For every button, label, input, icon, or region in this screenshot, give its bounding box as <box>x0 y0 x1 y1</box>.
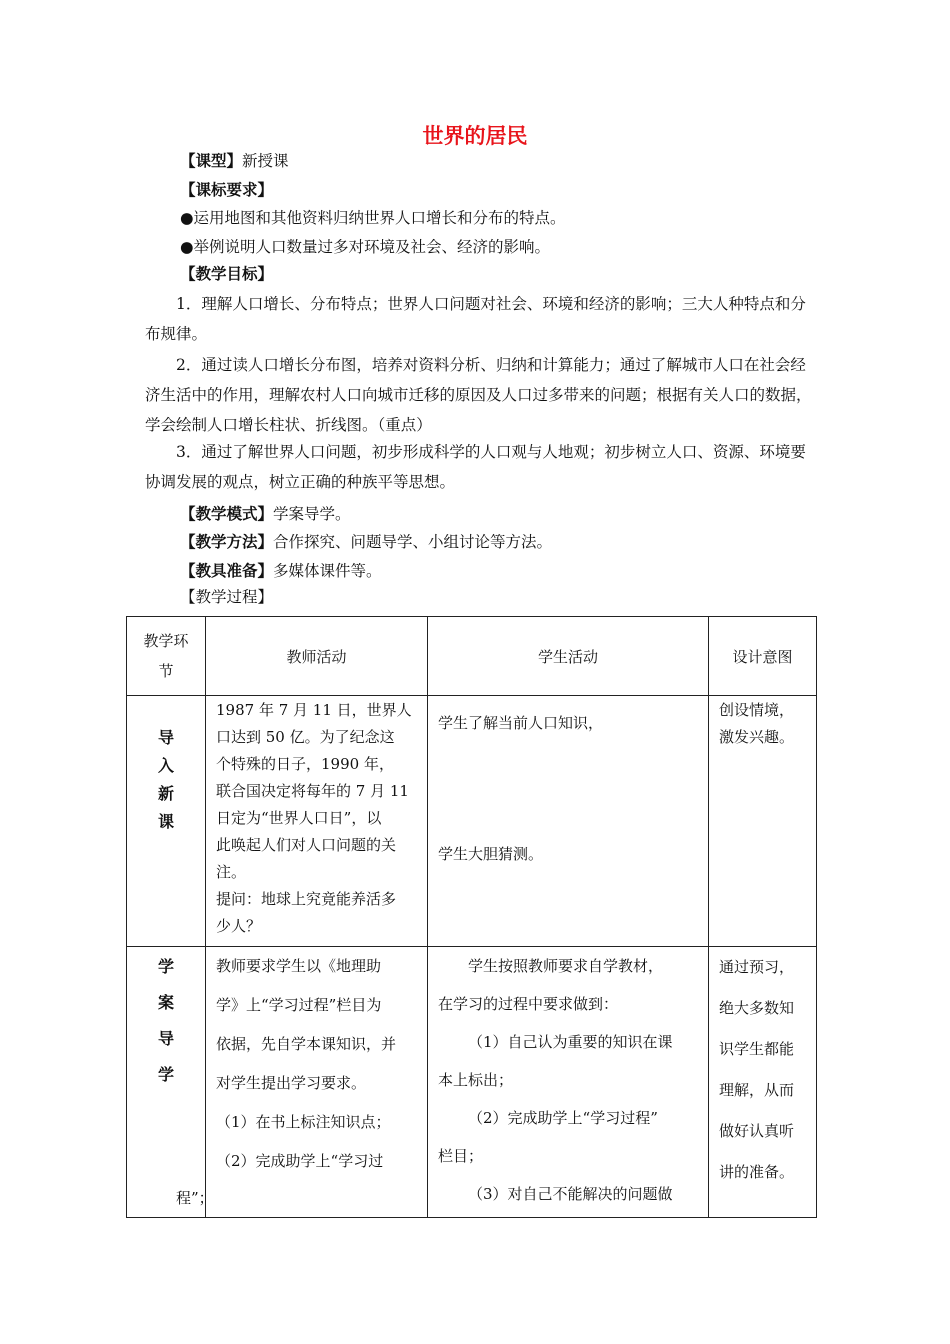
teacher-line-tail: 程”； <box>176 1189 214 1207</box>
design-line: 识学生都能 <box>719 1040 795 1058</box>
stage-intro <box>127 696 206 947</box>
process-label: 【教学过程】 <box>180 588 274 606</box>
stage-study-char-2: 案 <box>157 993 174 1012</box>
design-intent-intro <box>709 696 817 947</box>
table-header-row <box>127 617 817 696</box>
mode-label: 【教学模式】 <box>180 505 274 523</box>
standards-label: 【课标要求】 <box>180 181 274 199</box>
design-line: 讲的准备。 <box>719 1163 795 1181</box>
student-line: （2）完成助学上“学习过程” <box>468 1109 658 1127</box>
tools-value: 多媒体课件等。 <box>273 562 382 580</box>
student-activity-intro <box>428 696 709 947</box>
student-line: 学生大胆猜测。 <box>438 845 544 863</box>
teacher-activity-intro <box>206 696 428 947</box>
header-stage-line-2: 节 <box>158 662 174 680</box>
student-activity-study <box>428 947 709 1218</box>
stage-intro-char-4: 课 <box>157 812 174 831</box>
tools-label: 【教具准备】 <box>180 562 274 580</box>
design-line: 通过预习， <box>719 958 795 976</box>
student-line: （3）对自己不能解决的问题做 <box>468 1185 673 1203</box>
stage-study-char-1: 学 <box>157 957 174 976</box>
stage-intro-char-3: 新 <box>157 784 174 803</box>
header-stage <box>127 617 206 696</box>
lesson-type-line <box>180 150 289 172</box>
teacher-line: 个特殊的日子，1990 年， <box>216 755 394 773</box>
header-stage-line-1: 教学环 <box>143 632 189 650</box>
teacher-activity-study <box>206 947 428 1218</box>
method-label: 【教学方法】 <box>180 533 274 551</box>
mode-line <box>180 503 351 525</box>
teacher-line: 学》上“学习过程”栏目为 <box>216 996 382 1014</box>
teacher-line: 教师要求学生以《地理助 <box>216 957 382 975</box>
design-line: 创设情境， <box>719 701 795 719</box>
student-line: （1）自己认为重要的知识在课 <box>468 1033 673 1051</box>
lesson-type-value: 新授课 <box>242 152 289 170</box>
stage-study-char-4: 学 <box>157 1065 174 1084</box>
objective-1: 1．理解人口增长、分布特点；世界人口问题对社会、环境和经济的影响；三大人种特点和分布规律。 <box>145 295 806 343</box>
objectives-label: 【教学目标】 <box>180 265 274 283</box>
teacher-line: 对学生提出学习要求。 <box>216 1074 367 1092</box>
table-row <box>127 947 817 1218</box>
objective-3: 3．通过了解世界人口问题，初步形成科学的人口观与人地观；初步树立人口、资源、环境要协调发展的观点，树立正确的种族平等思想。 <box>145 443 806 491</box>
student-line: 学生按照教师要求自学教材， <box>468 957 664 975</box>
teacher-line: 联合国决定将每年的 7 月 11 <box>216 782 409 800</box>
teacher-line: （2）完成助学上“学习过 <box>216 1152 384 1170</box>
method-line <box>180 531 552 553</box>
standards-item-1: ●运用地图和其他资料归纳世界人口增长和分布的特点。 <box>180 209 566 227</box>
teacher-line: 口达到 50 亿。为了纪念这 <box>216 728 395 746</box>
stage-study-char-3: 导 <box>157 1029 174 1048</box>
tools-line <box>180 560 382 582</box>
method-value: 合作探究、问题导学、小组讨论等方法。 <box>273 533 553 551</box>
design-line: 理解，从而 <box>719 1081 795 1099</box>
header-student: 学生活动 <box>428 617 709 696</box>
stage-intro-char-1: 导 <box>157 728 174 747</box>
stage-study <box>127 947 206 1218</box>
teacher-line: 注。 <box>216 863 247 881</box>
teacher-line: 依据，先自学本课知识，并 <box>216 1035 397 1053</box>
table-row <box>127 696 817 947</box>
teacher-line: （1）在书上标注知识点； <box>216 1113 391 1131</box>
teaching-process-table <box>126 616 817 1218</box>
student-line: 本上标出； <box>438 1071 514 1089</box>
design-line: 做好认真听 <box>719 1122 795 1140</box>
design-line: 绝大多数知 <box>719 999 795 1017</box>
teacher-line: 此唤起人们对人口问题的关 <box>216 836 397 854</box>
page-title: 世界的居民 <box>422 124 528 148</box>
objective-2: 2．通过读人口增长分布图，培养对资料分析、归纳和计算能力；通过了解城市人口在社会经济生活中的作用，理解农村人口向城市迁移的原因及人口过多带来的问题；根据有关人口的数据，学会绘制人口增长柱状、折线图。（重点） <box>145 356 812 434</box>
design-intent-study <box>709 947 817 1218</box>
student-line: 栏目； <box>438 1147 484 1165</box>
header-design: 设计意图 <box>709 617 817 696</box>
student-line: 学生了解当前人口知识， <box>438 714 604 732</box>
lesson-type-label: 【课型】 <box>180 152 243 170</box>
standards-item-2: ●举例说明人口数量过多对环境及社会、经济的影响。 <box>180 238 551 256</box>
teacher-line: 日定为“世界人口日”，以 <box>216 809 382 827</box>
student-line: 在学习的过程中要求做到： <box>438 995 619 1013</box>
design-line: 激发兴趣。 <box>719 728 795 746</box>
teacher-line: 少人？ <box>216 917 262 935</box>
teacher-line: 提问：地球上究竟能养活多 <box>216 890 397 908</box>
mode-value: 学案导学。 <box>273 505 351 523</box>
stage-intro-char-2: 入 <box>157 756 174 775</box>
header-teacher: 教师活动 <box>206 617 428 696</box>
teacher-line: 1987 年 7 月 11 日，世界人 <box>216 701 412 719</box>
